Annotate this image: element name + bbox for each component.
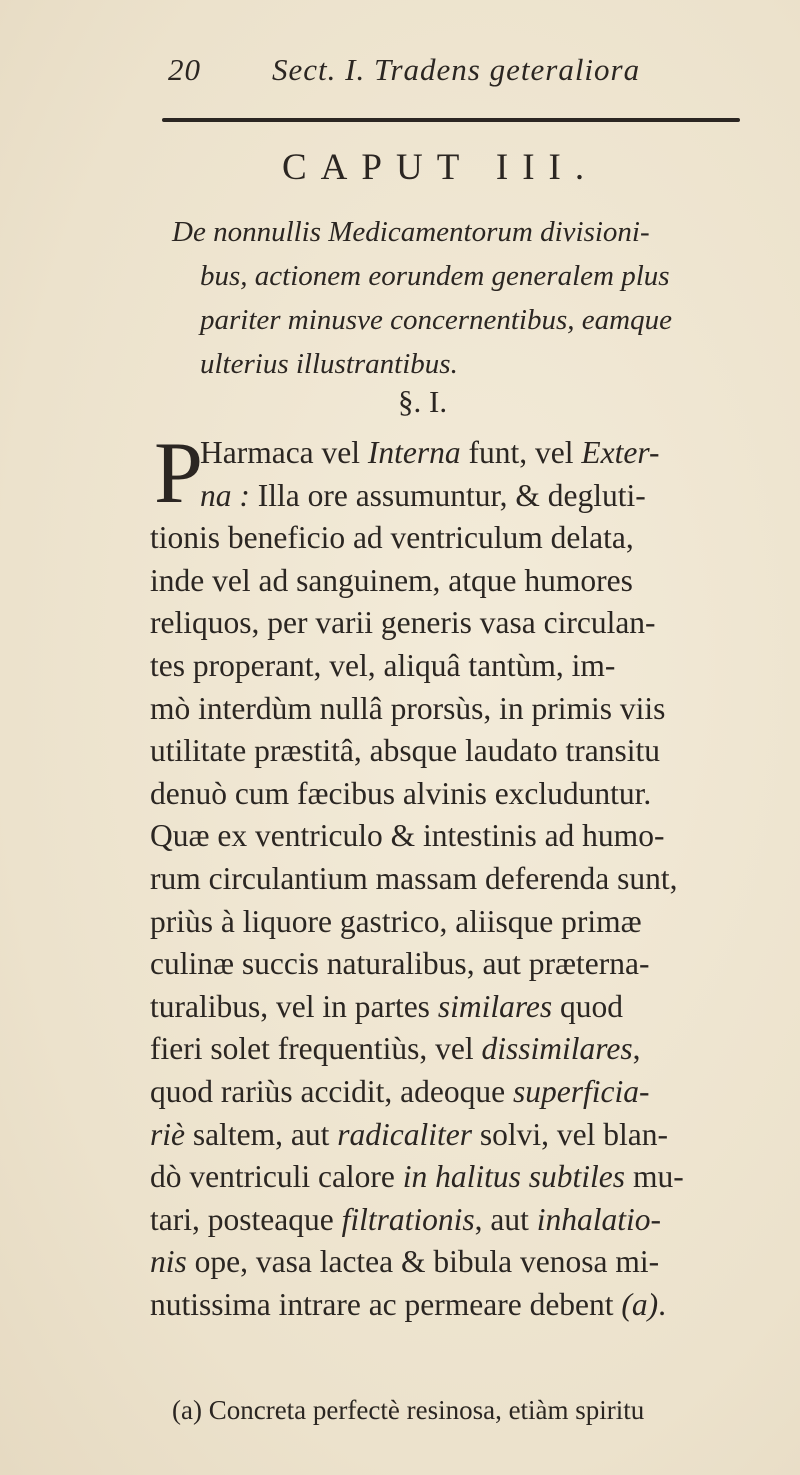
italic-run: nis	[150, 1244, 187, 1280]
text-line	[150, 517, 800, 560]
chapter-heading: CAPUT III.	[282, 147, 599, 188]
italic-run: na :	[200, 477, 250, 513]
text-line	[150, 1241, 800, 1284]
drop-cap: P	[154, 425, 203, 522]
italic-run: Interna	[367, 435, 461, 470]
text-line	[150, 943, 800, 986]
text-run: mu-	[625, 1159, 684, 1195]
text-run: turalibus, vel in partes	[150, 988, 438, 1024]
section-number: §. I.	[398, 384, 448, 419]
text-run: utilitate præstitâ, absque laudato transitu	[150, 733, 661, 769]
text-run: .	[658, 1286, 667, 1322]
subtitle-line: De nonnullis Medicamentorum divisioni-	[172, 216, 650, 248]
text-run: quod rariùs accidit, adeoque	[150, 1073, 513, 1109]
text-run: funt, vel	[460, 435, 582, 470]
text-run: dò ventriculi calore	[150, 1159, 403, 1195]
text-run: nutissima intrare ac permeare debent	[150, 1286, 622, 1322]
running-head	[168, 52, 728, 88]
italic-run: dissimilares	[481, 1031, 633, 1067]
subtitle-line: bus, actionem eorundem generalem plus	[200, 260, 670, 292]
page-number: 20	[168, 52, 201, 87]
text-line	[150, 815, 800, 858]
text-run: solvi, vel blan-	[471, 1116, 668, 1152]
text-run: Quæ ex ventriculo & intestinis ad humo-	[150, 818, 665, 854]
text-run: tionis beneficio ad ventriculum delata,	[150, 520, 634, 556]
running-head-title: Sect. I. Tradens geteraliora	[272, 52, 641, 87]
italic-run: superficia-	[513, 1073, 650, 1109]
text-line	[150, 773, 800, 816]
italic-run: radicaliter	[337, 1116, 472, 1152]
italic-run: Exter-	[581, 435, 660, 470]
text-line	[150, 645, 800, 688]
italic-run: filtrationis	[341, 1201, 475, 1237]
text-line	[150, 1028, 800, 1071]
text-run: tari, posteaque	[150, 1201, 342, 1237]
text-line	[150, 1156, 800, 1199]
text-line	[150, 1284, 800, 1327]
text-run: denuò cum fæcibus alvinis excluduntur.	[150, 775, 652, 811]
italic-run: similares	[437, 988, 553, 1024]
text-run: , aut	[474, 1201, 537, 1237]
text-run: inde vel ad sanguinem, atque humores	[150, 562, 633, 598]
text-line	[150, 688, 800, 731]
text-run: ,	[632, 1031, 641, 1067]
text-line	[150, 432, 800, 475]
text-run: Illa ore assumuntur, & degluti-	[249, 477, 646, 513]
text-run: saltem, aut	[185, 1116, 338, 1152]
text-run: tes properant, vel, aliquâ tantùm, im-	[150, 647, 616, 683]
text-line	[150, 1199, 800, 1242]
text-run: rum circulantium massam deferenda sunt,	[150, 860, 678, 896]
text-run: ope, vasa lactea & bibula venosa mi-	[186, 1244, 660, 1280]
text-line	[150, 730, 800, 773]
italic-run: in halitus subtiles	[402, 1159, 626, 1195]
italic-run: (a)	[621, 1286, 659, 1322]
italic-run: inhalatio-	[536, 1201, 661, 1237]
text-line	[150, 475, 800, 518]
text-run: fieri solet frequentiùs, vel	[150, 1031, 482, 1067]
text-run: quod	[552, 988, 624, 1024]
text-line	[150, 1114, 800, 1157]
text-run: priùs à liquore gastrico, aliisque primæ	[150, 903, 642, 939]
text-run: reliquos, per varii generis vasa circulan-	[150, 605, 656, 641]
text-run: culinæ succis naturalibus, aut præterna-	[150, 946, 650, 982]
footnote: (a) Concreta perfectè resinosa, etiàm spiritu	[172, 1395, 645, 1425]
italic-run: riè	[150, 1116, 185, 1152]
header-rule	[162, 118, 740, 122]
subtitle-line: pariter minusve concernentibus, eamque	[200, 304, 672, 336]
text-line	[150, 901, 800, 944]
subtitle-line: ulterius illustrantibus.	[200, 348, 458, 380]
section-body	[150, 425, 800, 1326]
text-line	[150, 602, 800, 645]
text-line	[150, 986, 800, 1029]
text-line	[150, 1071, 800, 1114]
chapter-subtitle	[172, 210, 772, 386]
text-line	[150, 560, 800, 603]
text-line	[150, 858, 800, 901]
text-run: mò interdùm nullâ prorsùs, in primis viis	[150, 690, 666, 726]
text-run: Harmaca vel	[200, 435, 368, 470]
